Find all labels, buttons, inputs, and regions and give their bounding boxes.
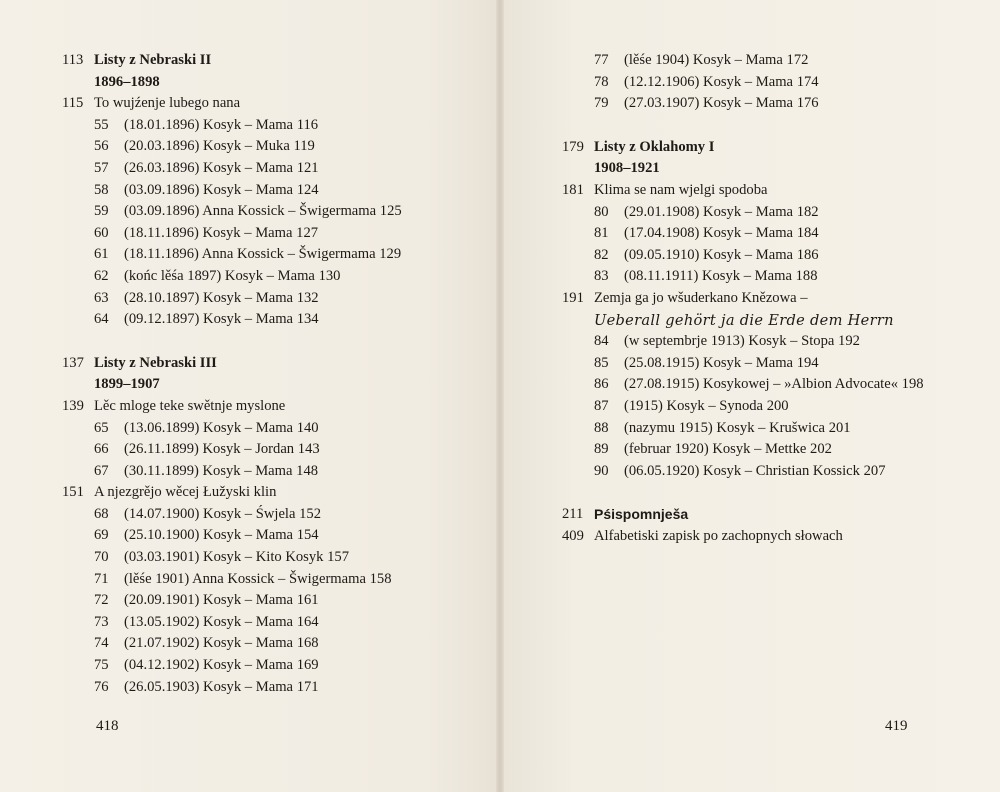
letter-number: 81 [594, 225, 609, 242]
letter-number: 82 [594, 246, 609, 263]
letter-page-ref: 174 [796, 73, 819, 90]
section-title: Listy z Oklahomy I [594, 138, 715, 155]
letter-number: 68 [94, 505, 109, 522]
letter-number: 69 [94, 527, 109, 544]
letter-number: 63 [94, 289, 109, 306]
letter-page-ref: 164 [296, 613, 319, 630]
letter-number: 84 [594, 333, 609, 350]
chapter-title: To wujźenje lubego nana [94, 95, 241, 112]
letter-title: (08.11.1911) Kosyk – Mama [624, 268, 792, 285]
letter-page-ref: 182 [796, 203, 819, 220]
letter-page-ref: 119 [293, 138, 315, 155]
section-page-ref: 113 [62, 52, 84, 68]
letter-title: (18.11.1896) Anna Kossick – Šwigermama [124, 246, 376, 263]
letter-entry [94, 677, 319, 699]
letter-number: 77 [594, 52, 609, 68]
letter-entry [594, 202, 819, 224]
letter-number: 75 [94, 657, 109, 674]
letter-entry [94, 655, 319, 677]
letter-title: (20.09.1901) Kosyk – Mama [124, 592, 294, 609]
letter-title: (nazymu 1915) Kosyk – Krušwica [624, 419, 826, 436]
letter-number: 85 [594, 354, 609, 371]
book-gutter [496, 0, 504, 792]
section-title: Listy z Nebraski II [94, 52, 212, 68]
letter-page-ref: 198 [901, 376, 924, 393]
letter-title: (18.01.1896) Kosyk – Mama [124, 116, 294, 133]
letter-number: 73 [94, 613, 109, 630]
letter-number: 59 [94, 203, 109, 220]
letter-page-ref: 207 [863, 462, 886, 479]
chapter-title: Zemja ga jo wšuderkano Knězowa – [594, 289, 808, 306]
letter-number: 66 [94, 441, 109, 458]
letter-number: 60 [94, 224, 109, 241]
letter-title: (06.05.1920) Kosyk – Christian Kossick [624, 462, 860, 479]
letter-title: (w septembrje 1913) Kosyk – Stopa [624, 333, 835, 350]
letter-number: 74 [94, 635, 109, 652]
letter-entry [594, 461, 885, 483]
letter-page-ref: 132 [296, 289, 319, 306]
years-title: 1908–1921 [594, 160, 660, 177]
letter-number: 79 [594, 95, 609, 112]
letter-entry [94, 223, 318, 245]
letter-page-ref: 200 [766, 397, 789, 414]
fraktur-title: Ueberall gehört ja die Erde dem Herrn [594, 311, 894, 329]
letter-number: 67 [94, 462, 109, 479]
letter-title: (1915) Kosyk – Synoda [624, 397, 764, 414]
letter-entry [94, 525, 319, 547]
letter-title: (17.04.1908) Kosyk – Mama [624, 225, 794, 242]
chapter-title: Lěc mloge teke swětnje myslone [94, 397, 286, 414]
letter-title: (13.06.1899) Kosyk – Mama [124, 419, 294, 436]
letter-entry [94, 158, 319, 180]
letter-number: 64 [94, 311, 109, 328]
letter-number: 65 [94, 419, 109, 436]
letter-entry [94, 309, 319, 331]
letter-page-ref: 188 [795, 268, 818, 285]
letter-title: (26.03.1896) Kosyk – Mama [124, 159, 294, 176]
letter-entry [94, 418, 319, 440]
letter-title: (12.12.1906) Kosyk – Mama [624, 73, 794, 90]
letter-page-ref: 158 [369, 570, 392, 587]
right-page [500, 0, 1000, 792]
letter-number: 83 [594, 268, 609, 285]
letter-entry [94, 136, 315, 158]
letter-page-ref: 161 [296, 592, 319, 609]
letter-page-ref: 134 [296, 311, 319, 328]
letter-title: (29.01.1908) Kosyk – Mama [624, 203, 794, 220]
letter-page-ref: 176 [796, 95, 819, 112]
letter-entry [94, 461, 318, 483]
letter-entry [94, 633, 319, 655]
letter-page-ref: 121 [296, 159, 319, 176]
letter-number: 56 [94, 138, 109, 155]
letter-title: (09.12.1897) Kosyk – Mama [124, 311, 294, 328]
letter-page-ref: 157 [327, 549, 349, 566]
section-page-ref: 115 [62, 95, 84, 112]
letter-title: (30.11.1899) Kosyk – Mama [124, 462, 293, 479]
section-title: Pśispomnješa [594, 506, 689, 523]
letter-page-ref: 194 [796, 354, 819, 371]
section-page-ref: 181 [562, 181, 584, 198]
letter-page-ref: 124 [296, 181, 319, 198]
letter-title: (18.11.1896) Kosyk – Mama [124, 224, 293, 241]
letter-page-ref: 169 [296, 657, 319, 674]
letter-entry [94, 288, 319, 310]
letter-page-ref: 172 [786, 52, 809, 68]
letter-number: 89 [594, 441, 609, 458]
section-page-ref: 139 [62, 397, 84, 414]
years-title: 1896–1898 [94, 73, 160, 90]
letter-page-ref: 127 [296, 224, 319, 241]
letter-entry [94, 504, 321, 526]
letter-entry [94, 590, 319, 612]
letter-page-ref: 129 [379, 246, 402, 263]
letter-number: 70 [94, 549, 109, 566]
chapter-title: Alfabetiski zapisk po zachopnych słowach [594, 527, 843, 544]
letter-entry [94, 547, 349, 569]
letter-page-ref: 192 [838, 333, 860, 350]
letter-entry [594, 245, 819, 267]
letter-title: (04.12.1902) Kosyk – Mama [124, 657, 294, 674]
letter-entry [594, 266, 818, 288]
letter-title: (25.08.1915) Kosyk – Mama [624, 354, 794, 371]
section-page-ref: 211 [562, 506, 584, 523]
letter-title: (21.07.1902) Kosyk – Mama [124, 635, 294, 652]
letter-title: (09.05.1910) Kosyk – Mama [624, 246, 794, 263]
letter-entry [94, 244, 401, 266]
letter-entry [594, 72, 819, 94]
letter-title: (03.09.1896) Anna Kossick – Šwigermama [124, 203, 377, 220]
letter-entry [594, 396, 789, 418]
letter-number: 86 [594, 376, 609, 393]
chapter-title: Klima se nam wjelgi spodoba [594, 181, 768, 198]
letter-title: (februar 1920) Kosyk – Mettke [624, 441, 807, 458]
letter-page-ref: 184 [796, 225, 819, 242]
letter-page-ref: 116 [296, 116, 319, 133]
letter-entry [94, 201, 402, 223]
letter-number: 71 [94, 570, 109, 587]
letter-title: (27.08.1915) Kosykowej – »Albion Advocate« [624, 376, 899, 393]
letter-page-ref: 168 [296, 635, 319, 652]
letter-entry [94, 266, 340, 288]
letter-entry [94, 180, 319, 202]
letter-entry [94, 439, 320, 461]
letter-entry [594, 439, 832, 461]
letter-entry [594, 223, 819, 245]
letter-title: (03.09.1896) Kosyk – Mama [124, 181, 294, 198]
letter-page-ref: 202 [810, 441, 832, 458]
letter-number: 55 [94, 116, 109, 133]
letter-entry [94, 115, 318, 137]
letter-title: (14.07.1900) Kosyk – Śwjela [124, 505, 296, 522]
letter-number: 61 [94, 246, 109, 263]
letter-title: (28.10.1897) Kosyk – Mama [124, 289, 294, 306]
letter-title: (25.10.1900) Kosyk – Mama [124, 527, 294, 544]
page-number-right: 419 [885, 718, 908, 734]
letter-number: 88 [594, 419, 609, 436]
letter-number: 80 [594, 203, 609, 220]
section-page-ref: 179 [562, 138, 584, 155]
section-page-ref: 409 [562, 527, 584, 544]
letter-page-ref: 152 [299, 505, 322, 522]
letter-page-ref: 186 [796, 246, 819, 263]
letter-number: 90 [594, 462, 609, 479]
letter-entry [594, 418, 851, 440]
years-title: 1899–1907 [94, 376, 160, 393]
letter-number: 62 [94, 267, 109, 284]
letter-page-ref: 171 [296, 678, 319, 695]
letter-title: (26.05.1903) Kosyk – Mama [124, 678, 294, 695]
letter-number: 72 [94, 592, 109, 609]
chapter-title: A njezgrějo wěcej Łužyski klin [94, 484, 277, 501]
section-page-ref: 151 [62, 484, 84, 501]
letter-number: 76 [94, 678, 109, 695]
letter-page-ref: 140 [296, 419, 319, 436]
letter-page-ref: 130 [318, 267, 341, 284]
letter-title: (03.03.1901) Kosyk – Kito Kosyk [124, 549, 324, 566]
letter-title: (13.05.1902) Kosyk – Mama [124, 613, 294, 630]
letter-page-ref: 148 [296, 462, 319, 479]
letter-entry [594, 374, 924, 396]
letter-number: 58 [94, 181, 109, 198]
letter-title: (lěśe 1901) Anna Kossick – Šwigermama [124, 570, 366, 587]
page-number-left: 418 [96, 718, 119, 734]
letter-number: 78 [594, 73, 609, 90]
section-page-ref: 137 [62, 354, 84, 371]
section-page-ref: 191 [562, 289, 584, 306]
letter-entry [594, 50, 808, 72]
letter-entry [94, 612, 319, 634]
letter-number: 87 [594, 397, 609, 414]
letter-title: (lěśe 1904) Kosyk – Mama [624, 52, 783, 68]
letter-entry [594, 93, 819, 115]
letter-title: (27.03.1907) Kosyk – Mama [624, 95, 794, 112]
letter-title: (26.11.1899) Kosyk – Jordan [124, 441, 295, 458]
section-title: Listy z Nebraski III [94, 354, 217, 371]
letter-page-ref: 201 [828, 419, 851, 436]
letter-page-ref: 154 [296, 527, 319, 544]
letter-number: 57 [94, 159, 109, 176]
letter-title: (20.03.1896) Kosyk – Muka [124, 138, 290, 155]
letter-title: (końc lěśa 1897) Kosyk – Mama [124, 267, 315, 284]
letter-page-ref: 143 [297, 441, 320, 458]
letter-entry [594, 331, 860, 353]
letter-page-ref: 125 [379, 203, 402, 220]
letter-entry [94, 569, 392, 591]
letter-entry [594, 353, 819, 375]
